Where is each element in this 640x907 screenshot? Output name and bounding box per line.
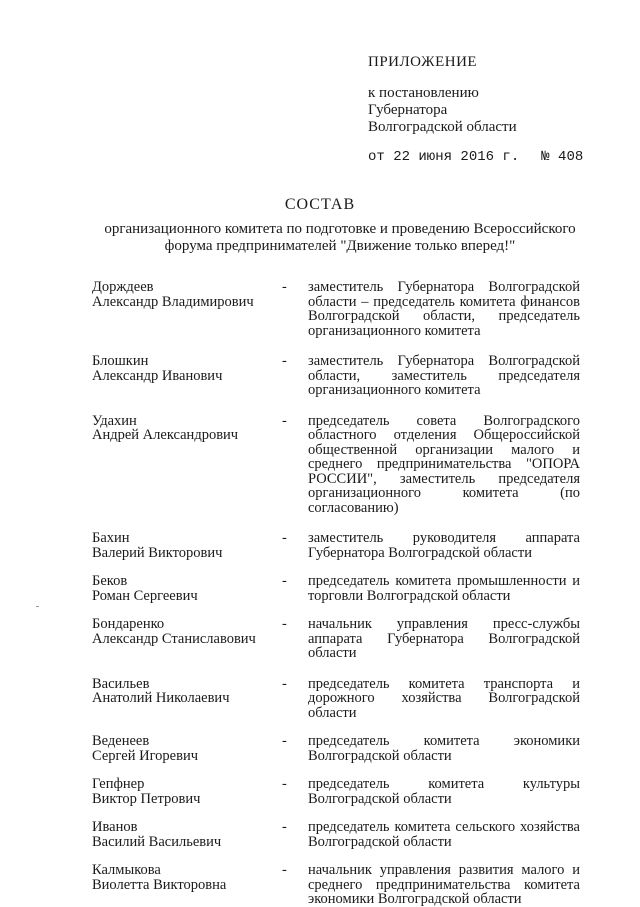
appendix-date: от 22 июня 2016 г. bbox=[368, 149, 520, 165]
member-given-name: Роман Сергеевич bbox=[92, 587, 198, 604]
member-role: заместитель Губернатора Волгоградской области – председатель комитета финансов Волгоградской области, председатель организационного комитета bbox=[308, 279, 580, 339]
member-name bbox=[92, 820, 282, 849]
member-name bbox=[92, 863, 282, 892]
member-role: начальник управления развития малого и среднего предпринимательства комитета экономики Волгоградской области bbox=[308, 862, 580, 907]
member-role: заместитель руководителя аппарата Губернатора Волгоградской области bbox=[308, 530, 580, 561]
member-given-name: Анатолий Николаевич bbox=[92, 690, 230, 706]
member-given-name: Александр Владимирович bbox=[92, 293, 254, 310]
member-surname: Дорждеев bbox=[92, 279, 154, 295]
member-row bbox=[92, 617, 592, 661]
appendix-block bbox=[368, 54, 618, 166]
member-surname: Беков bbox=[92, 573, 128, 589]
member-role: начальник управления пресс-службы аппарата Губернатора Волгоградской области bbox=[308, 616, 580, 661]
member-row bbox=[92, 531, 592, 560]
document-subheading: организационного комитета по подготовке и проведению Всероссийского форума предпринимателей "Движение только вперед!" bbox=[104, 221, 576, 254]
member-surname: Бахин bbox=[92, 530, 130, 546]
member-dash: - bbox=[282, 776, 287, 792]
member-name bbox=[92, 531, 282, 560]
member-given-name: Василий Васильевич bbox=[92, 833, 222, 850]
member-role: председатель комитета транспорта и дорожного хозяйства Волгоградской области bbox=[308, 675, 580, 721]
member-name bbox=[92, 734, 282, 763]
member-row bbox=[92, 574, 592, 603]
member-dash: - bbox=[282, 862, 287, 878]
member-given-name: Валерий Викторович bbox=[92, 544, 223, 561]
member-name bbox=[92, 354, 282, 383]
member-name bbox=[92, 617, 282, 646]
member-given-name: Виолетта Викторовна bbox=[92, 876, 227, 893]
member-name bbox=[92, 414, 282, 443]
appendix-date-line bbox=[368, 149, 618, 166]
member-surname: Веденеев bbox=[92, 733, 150, 749]
member-dash: - bbox=[282, 819, 287, 835]
member-surname: Васильев bbox=[92, 675, 150, 692]
member-dash: - bbox=[282, 412, 287, 429]
appendix-number: № 408 bbox=[541, 149, 584, 165]
member-surname: Калмыкова bbox=[92, 862, 161, 878]
member-dash: - bbox=[282, 573, 287, 589]
member-given-name: Александр Станиславович bbox=[92, 630, 256, 647]
member-surname: Удахин bbox=[92, 412, 137, 429]
member-row bbox=[92, 414, 592, 516]
appendix-line-2: Губернатора bbox=[368, 102, 448, 118]
member-row bbox=[92, 734, 592, 763]
member-row bbox=[92, 863, 592, 907]
member-row bbox=[92, 280, 592, 338]
member-role: председатель комитета промышленности и торговли Волгоградской области bbox=[308, 573, 580, 604]
member-dash: - bbox=[282, 530, 287, 546]
members-list bbox=[92, 280, 592, 907]
member-name bbox=[92, 777, 282, 806]
appendix-line-3: Волгоградской области bbox=[368, 119, 517, 135]
member-dash: - bbox=[282, 279, 287, 295]
member-row bbox=[92, 820, 592, 849]
member-given-name: Виктор Петрович bbox=[92, 790, 201, 807]
member-row bbox=[92, 777, 592, 806]
document-heading: СОСТАВ bbox=[284, 196, 356, 213]
member-surname: Бондаренко bbox=[92, 616, 165, 632]
appendix-line-1: к постановлению bbox=[368, 85, 479, 101]
member-role: председатель совета Волгоградского областного отделения Общероссийской общественной организации малого и среднего предпринимательства "ОПОРА РОССИИ", заместитель председателя организационного комитета (по согласованию) bbox=[308, 412, 580, 516]
member-dash: - bbox=[282, 353, 287, 369]
member-role: председатель комитета сельского хозяйства Волгоградской области bbox=[308, 819, 580, 850]
member-name bbox=[92, 280, 282, 309]
member-dash: - bbox=[282, 616, 287, 632]
member-surname: Иванов bbox=[92, 819, 138, 835]
appendix-title: ПРИЛОЖЕНИЕ bbox=[368, 54, 478, 70]
member-dash: - bbox=[282, 733, 287, 749]
member-name bbox=[92, 677, 282, 706]
member-role: председатель комитета культуры Волгоградской области bbox=[308, 776, 580, 807]
member-row bbox=[92, 677, 592, 721]
member-role: заместитель Губернатора Волгоградской области, заместитель председателя организационного комитета bbox=[308, 353, 580, 398]
member-name bbox=[92, 574, 282, 603]
member-dash: - bbox=[282, 675, 287, 692]
margin-mark bbox=[36, 606, 39, 607]
member-surname: Блошкин bbox=[92, 353, 149, 369]
member-surname: Гепфнер bbox=[92, 776, 145, 792]
member-given-name: Сергей Игоревич bbox=[92, 747, 199, 764]
member-row bbox=[92, 354, 592, 398]
member-given-name: Андрей Александрович bbox=[92, 427, 239, 443]
member-given-name: Александр Иванович bbox=[92, 367, 223, 384]
member-role: председатель комитета экономики Волгоградской области bbox=[308, 733, 580, 764]
